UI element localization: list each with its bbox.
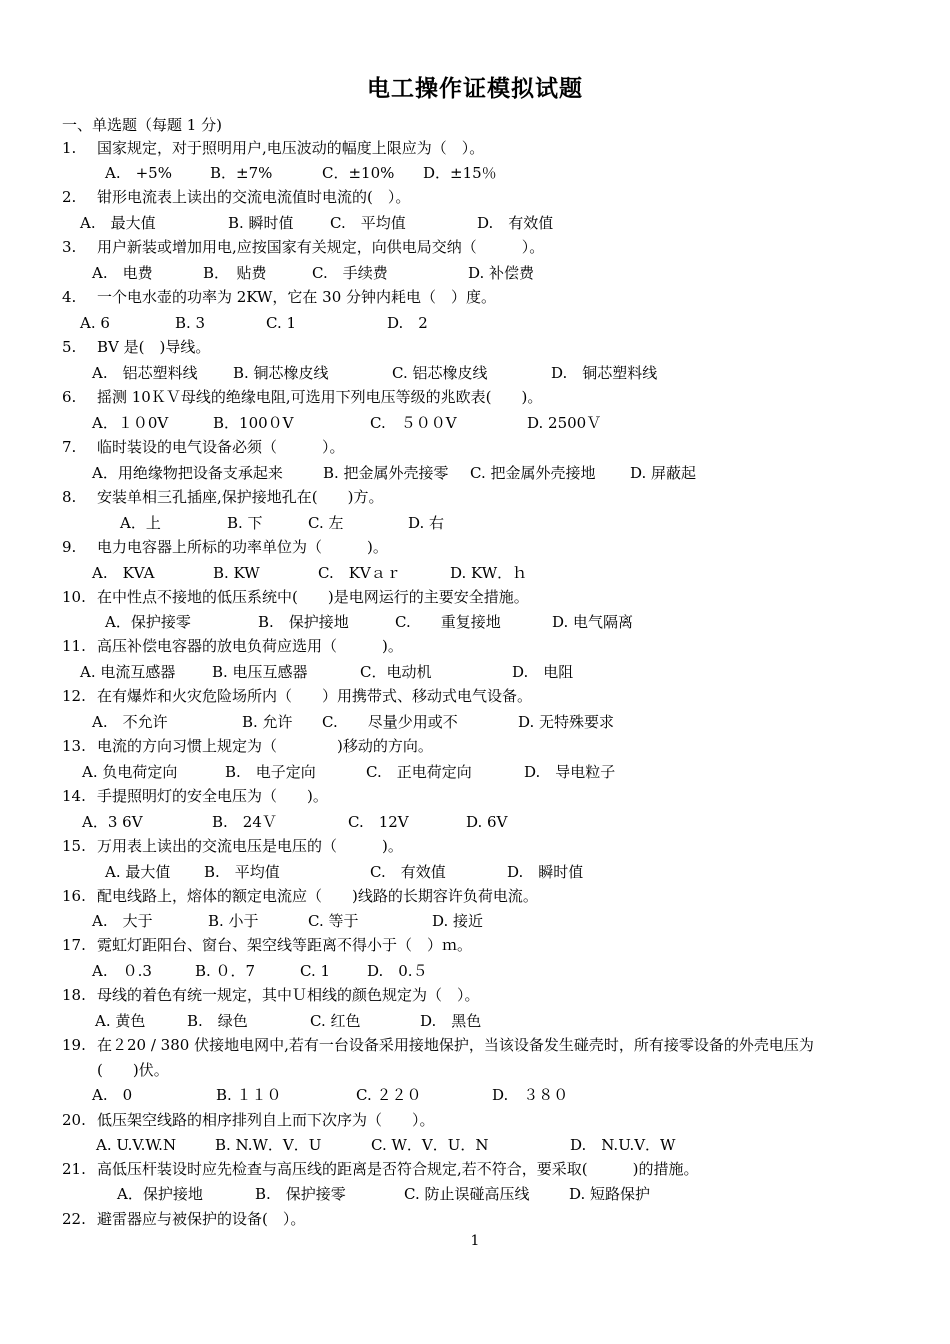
question-number: 15. bbox=[62, 837, 86, 855]
option-c: C. KVａｒ bbox=[318, 564, 401, 582]
option-d: D. 2 bbox=[387, 314, 428, 332]
option-b: B. 绿色 bbox=[187, 1012, 248, 1030]
option-c: C. 把金属外壳接地 bbox=[470, 464, 596, 482]
question-19 bbox=[62, 1035, 814, 1055]
option-c: C. ５００V bbox=[370, 414, 457, 432]
option-b: B. 保护接地 bbox=[258, 613, 349, 631]
option-d: D. 补偿费 bbox=[468, 264, 535, 282]
option-b: B. KW bbox=[213, 564, 260, 582]
question-17 bbox=[62, 935, 472, 955]
option-d: D. 导电粒子 bbox=[524, 763, 616, 781]
question-13 bbox=[62, 736, 433, 756]
question-text: 高压补偿电容器的放电负荷应选用（ )。 bbox=[97, 637, 403, 655]
option-d: D. 电气隔离 bbox=[552, 613, 634, 631]
question-text-continued: ( )伏。 bbox=[97, 1061, 169, 1079]
page-title: 电工操作证模拟试题 bbox=[367, 75, 583, 102]
question-number: 18. bbox=[62, 986, 86, 1004]
option-b: B. 把金属外壳接零 bbox=[323, 464, 449, 482]
question-text: 手提照明灯的安全电压为（ )。 bbox=[97, 787, 328, 805]
option-c: C. 防止误碰高压线 bbox=[404, 1185, 530, 1203]
question-text: 低压架空线路的相序排列自上而下次序为（ ）。 bbox=[97, 1111, 435, 1129]
question-text: 安装单相三孔插座,保护接地孔在( )方。 bbox=[97, 488, 384, 506]
option-b: B. 小于 bbox=[208, 912, 259, 930]
question-14 bbox=[62, 786, 328, 806]
option-b: B. N.W．V．U bbox=[215, 1136, 322, 1154]
option-c: C．电动机 bbox=[360, 663, 432, 681]
option-b: B. 电压互感器 bbox=[212, 663, 308, 681]
question-text: 高低压杆装设时应先检查与高压线的距离是否符合规定,若不符合，要采取( )的措施。 bbox=[97, 1160, 699, 1178]
option-c: C．±10% bbox=[322, 164, 395, 182]
option-d: D. 接近 bbox=[432, 912, 484, 930]
option-b: B. 下 bbox=[227, 514, 263, 532]
option-a: A. 最大值 bbox=[105, 863, 171, 881]
option-d: D. 右 bbox=[408, 514, 445, 532]
option-a: A. KVA bbox=[92, 564, 155, 582]
option-d: D. 屏蔽起 bbox=[630, 464, 697, 482]
question-16 bbox=[62, 886, 538, 906]
option-d: D. 有效值 bbox=[477, 214, 554, 232]
question-text: BV 是( )导线。 bbox=[97, 338, 211, 356]
option-c: C. 左 bbox=[308, 514, 344, 532]
question-number: 10. bbox=[62, 588, 86, 606]
option-d: D. 0.５ bbox=[367, 962, 428, 980]
question-text: 一个电水壶的功率为 2KW，它在 30 分钟内耗电（ ）度。 bbox=[97, 288, 497, 306]
option-a: A. 最大值 bbox=[80, 214, 156, 232]
option-a: A．3 6V bbox=[82, 813, 143, 831]
question-21 bbox=[62, 1159, 698, 1179]
section-heading: 一、单选题（每题 1 分) bbox=[62, 116, 222, 134]
question-number: 5. bbox=[62, 338, 77, 356]
option-b: B. 电子定向 bbox=[225, 763, 316, 781]
question-text: 摇测 10ＫＶ母线的绝缘电阻,可选用下列电压等级的兆欧表( )。 bbox=[97, 388, 543, 406]
option-a: A. 电流互感器 bbox=[80, 663, 176, 681]
option-d: D. ３８０ bbox=[492, 1086, 569, 1104]
option-a: A．上 bbox=[120, 514, 161, 532]
question-number: 3. bbox=[62, 238, 77, 256]
option-c: C. 手续费 bbox=[312, 264, 388, 282]
question-3 bbox=[62, 237, 544, 257]
option-c: C. 12V bbox=[348, 813, 409, 831]
question-number: 11. bbox=[62, 637, 86, 655]
option-d: D. 瞬时值 bbox=[507, 863, 584, 881]
option-a: A．保护接零 bbox=[105, 613, 191, 631]
question-text: 在２20 / 380 伏接地电网中,若有一台设备采用接地保护，当该设备发生碰壳时，所有接零设备的外壳电压为 bbox=[97, 1036, 814, 1054]
question-text: 配电线路上，熔体的额定电流应（ )线路的长期容许负荷电流。 bbox=[97, 887, 538, 905]
question-text: 电力电容器上所标的功率单位为（ )。 bbox=[97, 538, 388, 556]
option-a: A. 黄色 bbox=[95, 1012, 146, 1030]
question-text: 霓虹灯距阳台、窗台、架空线等距离不得小于（ ）ｍ。 bbox=[97, 936, 473, 954]
question-text: 钳形电流表上读出的交流电流值时电流的( ）。 bbox=[97, 188, 411, 206]
question-number: 1. bbox=[62, 139, 77, 157]
option-a: A. 大于 bbox=[92, 912, 153, 930]
option-a: A．保护接地 bbox=[117, 1185, 203, 1203]
option-a: A. 不允许 bbox=[92, 713, 168, 731]
question-text: 在中性点不接地的低压系统中( )是电网运行的主要安全措施。 bbox=[97, 588, 529, 606]
question-18 bbox=[62, 985, 480, 1005]
option-a: A. 0 bbox=[92, 1086, 133, 1104]
option-b: B. 3 bbox=[175, 314, 206, 332]
option-a: A. 6 bbox=[80, 314, 110, 332]
question-6 bbox=[62, 387, 542, 407]
question-2 bbox=[62, 187, 410, 207]
option-d: D. 铜芯塑料线 bbox=[551, 364, 658, 382]
question-number: 2. bbox=[62, 188, 77, 206]
option-c: C. 有效值 bbox=[370, 863, 446, 881]
option-c: C. 重复接地 bbox=[395, 613, 501, 631]
option-c: C. 1 bbox=[266, 314, 297, 332]
option-d: D. 6V bbox=[466, 813, 508, 831]
option-b: B. １１０ bbox=[216, 1086, 282, 1104]
question-9 bbox=[62, 537, 388, 557]
option-a: A．用绝缘物把设备支承起来 bbox=[92, 464, 283, 482]
question-text: 临时装设的电气设备必须（ ）。 bbox=[97, 438, 345, 456]
question-number: 4. bbox=[62, 288, 77, 306]
question-text: 万用表上读出的交流电压是电压的（ )。 bbox=[97, 837, 403, 855]
question-number: 8. bbox=[62, 488, 77, 506]
option-a: A. +5% bbox=[105, 164, 172, 182]
question-5 bbox=[62, 337, 210, 357]
option-d: D. 2500Ｖ bbox=[527, 414, 602, 432]
option-a: A. U.V.W.N bbox=[96, 1136, 177, 1154]
question-text: 电流的方向习惯上规定为（ )移动的方向。 bbox=[97, 737, 433, 755]
option-c: C. W．V．U．N bbox=[371, 1136, 489, 1154]
option-b: B．±7% bbox=[210, 164, 273, 182]
question-15 bbox=[62, 836, 403, 856]
option-b: B． 贴费 bbox=[203, 264, 267, 282]
question-4 bbox=[62, 287, 496, 307]
option-c: C. 1 bbox=[300, 962, 331, 980]
option-b: B. 保护接零 bbox=[255, 1185, 346, 1203]
option-b: B. ０．7 bbox=[195, 962, 256, 980]
question-10 bbox=[62, 587, 529, 607]
question-1 bbox=[62, 138, 484, 158]
option-a: A. 负电荷定向 bbox=[82, 763, 178, 781]
question-number: 9. bbox=[62, 538, 77, 556]
question-7 bbox=[62, 437, 345, 457]
option-b: B. 铜芯橡皮线 bbox=[233, 364, 329, 382]
question-number: 12. bbox=[62, 687, 86, 705]
option-d: D. 电阻 bbox=[512, 663, 574, 681]
option-d: D. 短路保护 bbox=[569, 1185, 651, 1203]
question-number: 19. bbox=[62, 1036, 86, 1054]
question-number: 6. bbox=[62, 388, 77, 406]
option-d: D. KW．ｈ bbox=[450, 564, 528, 582]
option-b: B．100０V bbox=[213, 414, 294, 432]
question-number: 7. bbox=[62, 438, 77, 456]
question-number: 14. bbox=[62, 787, 86, 805]
option-d: D. 无特殊要求 bbox=[518, 713, 615, 731]
page-number: 1 bbox=[470, 1233, 480, 1249]
option-a: A．１０0V bbox=[92, 414, 169, 432]
question-text: 避雷器应与被保护的设备( ）。 bbox=[97, 1210, 306, 1228]
question-number: 13. bbox=[62, 737, 86, 755]
option-d: D. N.U.V．W bbox=[570, 1136, 676, 1154]
option-a: A. 电费 bbox=[92, 264, 153, 282]
question-text: 用户新装或增加用电,应按国家有关规定，向供电局交纳（ ）。 bbox=[97, 238, 545, 256]
option-c: C. 等于 bbox=[308, 912, 359, 930]
question-number: 22. bbox=[62, 1210, 86, 1228]
question-11 bbox=[62, 636, 403, 656]
option-c: C. ２２０ bbox=[356, 1086, 422, 1104]
option-c: C. 尽量少用或不 bbox=[322, 713, 458, 731]
option-a: A. ０.3 bbox=[92, 962, 152, 980]
question-20 bbox=[62, 1110, 435, 1130]
option-d: D. 黑色 bbox=[420, 1012, 482, 1030]
option-c: C. 红色 bbox=[310, 1012, 361, 1030]
option-c: C. 平均值 bbox=[330, 214, 406, 232]
option-b: B. 允许 bbox=[242, 713, 293, 731]
question-number: 16. bbox=[62, 887, 86, 905]
question-number: 20. bbox=[62, 1111, 86, 1129]
option-b: B. 平均值 bbox=[204, 863, 280, 881]
option-d: D．±15％ bbox=[423, 164, 497, 182]
option-b: B. 24Ｖ bbox=[212, 813, 277, 831]
question-number: 17. bbox=[62, 936, 86, 954]
question-22 bbox=[62, 1209, 305, 1229]
option-c: C. 铝芯橡皮线 bbox=[392, 364, 488, 382]
question-text: 在有爆炸和火灾危险场所内（ ）用携带式、移动式电气设备。 bbox=[97, 687, 533, 705]
question-8 bbox=[62, 487, 383, 507]
option-a: A. 铝芯塑料线 bbox=[92, 364, 198, 382]
option-b: B. 瞬时值 bbox=[228, 214, 294, 232]
option-c: C. 正电荷定向 bbox=[366, 763, 472, 781]
question-number: 21. bbox=[62, 1160, 86, 1178]
question-12 bbox=[62, 686, 532, 706]
question-text: 国家规定，对于照明用户,电压波动的幅度上限应为（ ）。 bbox=[97, 139, 485, 157]
question-text: 母线的着色有统一规定，其中Ｕ相线的颜色规定为（ ）。 bbox=[97, 986, 480, 1004]
